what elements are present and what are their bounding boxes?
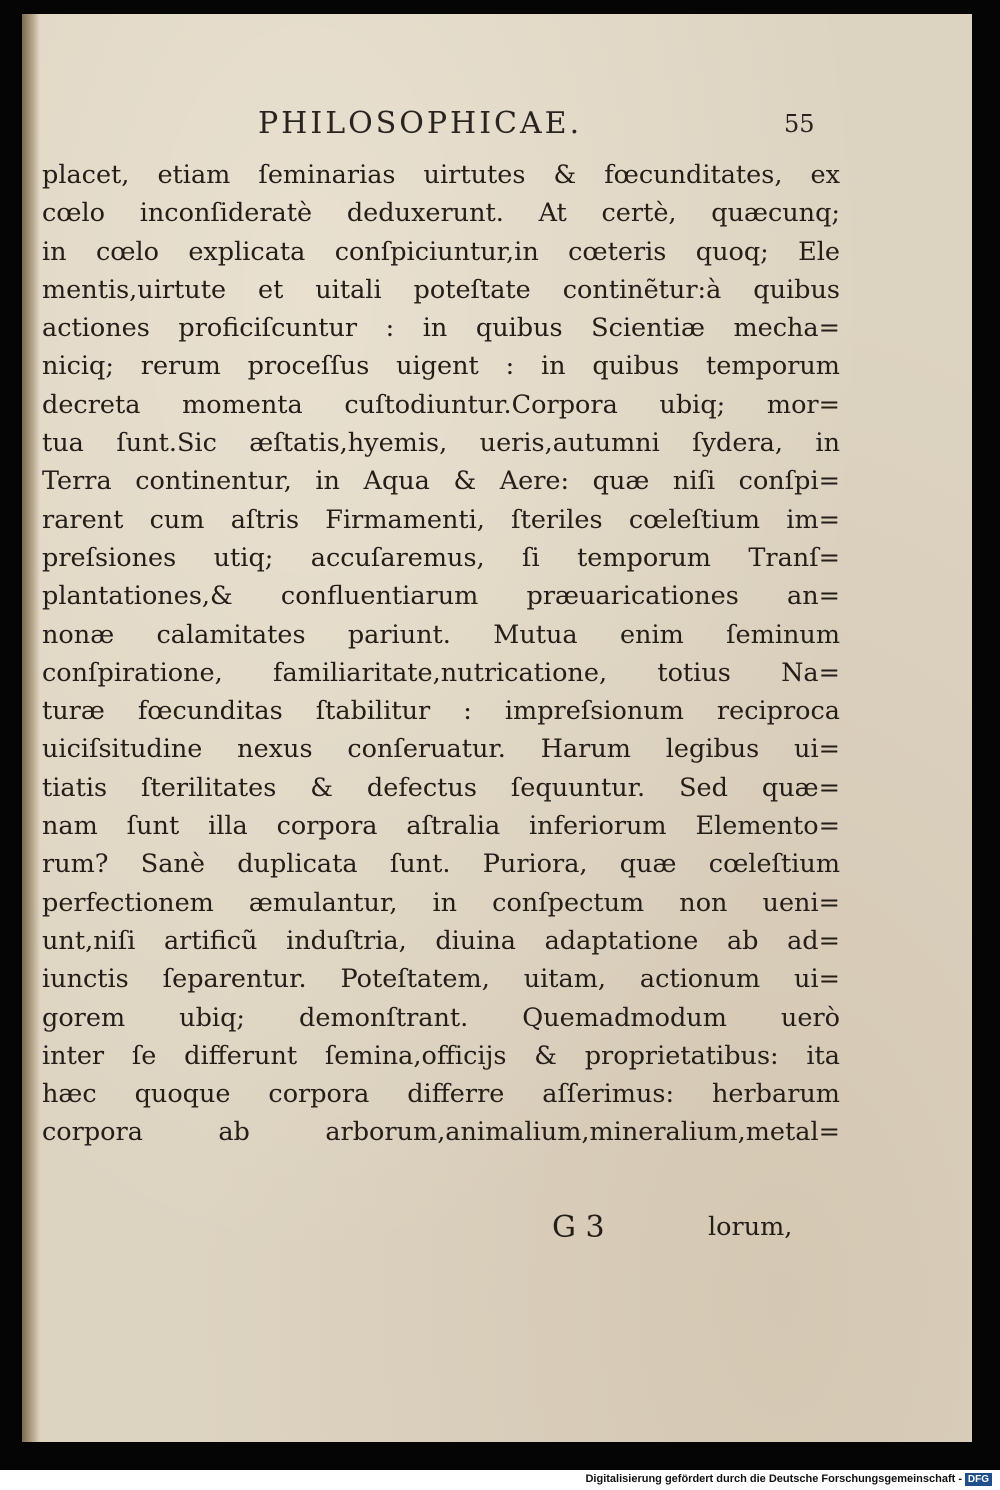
text-line: mentis,uirtute et uitali poteſtate continẽtur:à quibus [42,274,840,305]
text-line: niciq; rerum proceſſus uigent : in quibus temporum [42,351,840,382]
running-head: PHILOSOPHICAE. [258,106,583,141]
text-line: unt,niſi artificũ induſtria, diuina adaptatione ab ad= [42,925,840,956]
text-line: plantationes,& confluentiarum præuaricationes an= [42,581,840,612]
text-line: preſsiones utiq; accuſaremus, ſi temporum Tranſ= [42,542,840,573]
text-line: rarent cum aſtris Firmamenti, ſteriles cœleſtium im= [42,504,840,535]
text-line: turæ fœcunditas ſtabilitur : impreſsionum reciproca [42,696,840,727]
page-spine-shadow [22,14,40,1442]
text-line: Terra continentur, in Aqua & Aere: quæ niſi conſpi= [42,466,840,497]
text-line: tiatis ſterilitates & defectus ſequuntur. Sed quæ= [42,772,840,803]
footer-bar [0,1470,1000,1490]
text-line: rum? Sanè duplicata ſunt. Puriora, quæ cœleſtium [42,849,840,880]
catchword: lorum, [708,1212,793,1242]
text-line: uiciſsitudine nexus conſeruatur. Harum legibus ui= [42,734,840,765]
text-line: placet, etiam ſeminarias uirtutes & fœcunditates, ex [42,160,840,190]
text-line: nonæ calamitates pariunt. Mutua enim ſeminum [42,619,840,650]
signature-mark: G 3 [552,1210,605,1245]
text-line: iunctis ſeparentur. Poteſtatem, uitam, actionum ui= [42,964,840,995]
text-line: perfectionem æmulantur, in conſpectum non ueni= [42,887,840,918]
text-line: inter ſe differunt ſemina,officijs & proprietatibus: ita [42,1040,840,1071]
text-line: nam ſunt illa corpora aſtralia inferiorum Elemento= [42,811,840,842]
text-line: cœlo inconſideratè deduxerunt. At certè, quæcunq; [42,198,840,229]
text-line: gorem ubiq; demonſtrant. Quemadmodum uerò [42,1002,840,1033]
text-line: corpora ab arborum,animalium,mineralium,metal= [42,1117,840,1148]
page-number: 55 [784,110,815,138]
text-line: tua ſunt.Sic æſtatis,hyemis, ueris,autumni ſydera, in [42,428,840,459]
dfg-logo-icon: DFG [965,1473,992,1486]
footer-credit: Digitalisierung gefördert durch die Deutsche Forschungsgemeinschaft - [585,1473,962,1485]
text-line: decreta momenta cuſtodiuntur.Corpora ubiq; mor= [42,389,840,420]
text-line: in cœlo explicata conſpiciuntur,in cœteris quoq; Ele [42,236,840,267]
text-line: conſpiratione, familiaritate,nutricatione, totius Na= [42,657,840,688]
text-block [42,156,840,1152]
book-page [22,14,972,1442]
text-line: hæc quoque corpora differre aſſerimus: herbarum [42,1079,840,1110]
text-line: actiones proficiſcuntur : in quibus Scientiæ mecha= [42,313,840,344]
